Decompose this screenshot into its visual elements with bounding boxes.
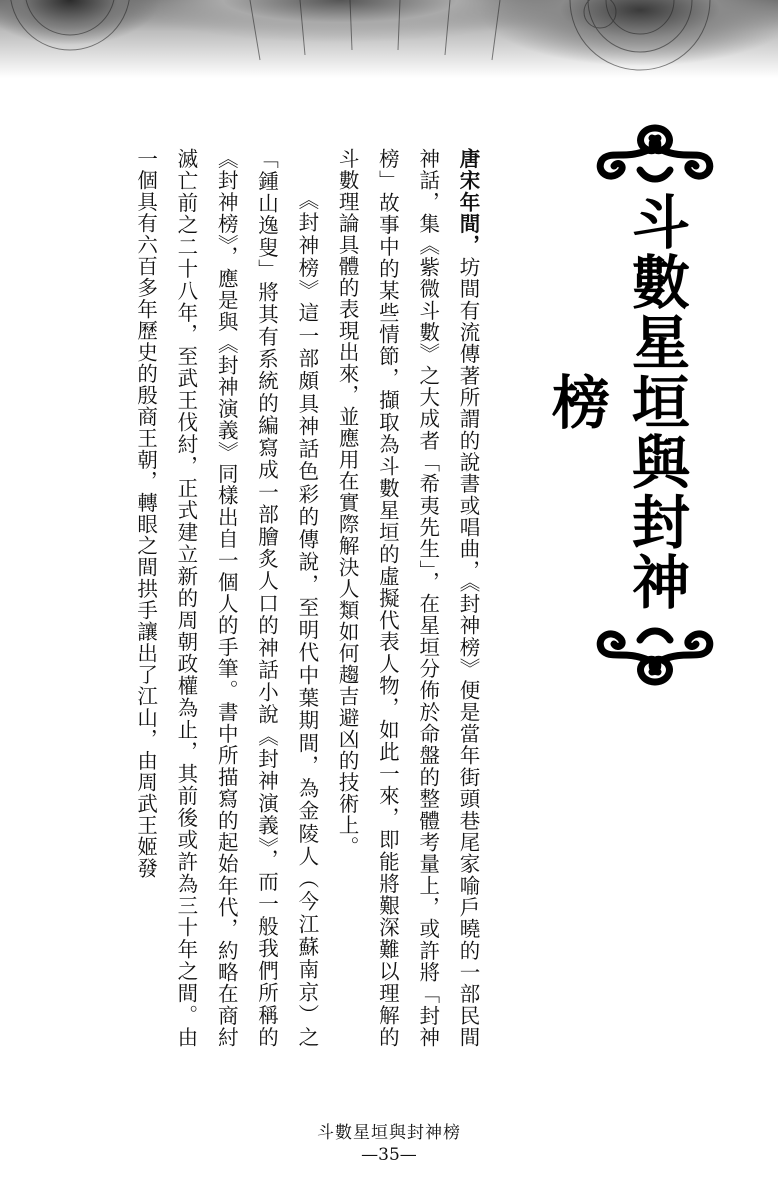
header-ornament [0,0,778,78]
paragraph-1-text: 坊間有流傳著所謂的說書或唱曲，《封神榜》便是當年街頭巷尾家喻戶曉的一部民間神話，集《紫微斗數》之大成者「希夷先生」，在星垣分佈於命盤的整體考量上，或許將「封神榜」故事中的某些情節，擷取為斗數星垣的虛擬代表人物，如此一來，即能將艱深難以理解的斗數理論具體的表現出來，並應用在實際解決人類如何趨吉避凶的技術上。 [335,148,480,1049]
cloud-ornament-bottom-icon [590,620,720,690]
body-text [125,148,488,1048]
cloud-ornament-top-icon [590,120,720,190]
decorative-header-band [0,0,778,78]
paragraph-1 [327,148,488,1048]
page-number: —35— [361,1145,417,1165]
chapter-title: 斗數星垣與封神榜 [542,192,690,612]
lead-in-phrase: 唐宋年間， [456,148,480,257]
chapter-title-block [542,120,730,700]
paragraph-2: 《封神榜》這一部頗具神話色彩的傳說，至明代中葉期間，為金陵人（今江蘇南京）之「鍾山逸叟」將其有系統的編寫成一部膾炙人口的神話小說《封神演義》，而一般我們所稱的《封神榜》，應是與《封神演義》同樣出自一個人的手筆。書中所描寫的起始年代，約略在商紂滅亡前之二十八年，至武王伐紂，正式建立新的周朝政權為止，其前後或許為三十年之間。由一個具有六百多年歷史的殷商王朝，轉眼之間拱手讓出了江山，由周武王姬發 [133,148,319,1048]
running-footer-title: 斗數星垣與封神榜 [317,1123,461,1143]
